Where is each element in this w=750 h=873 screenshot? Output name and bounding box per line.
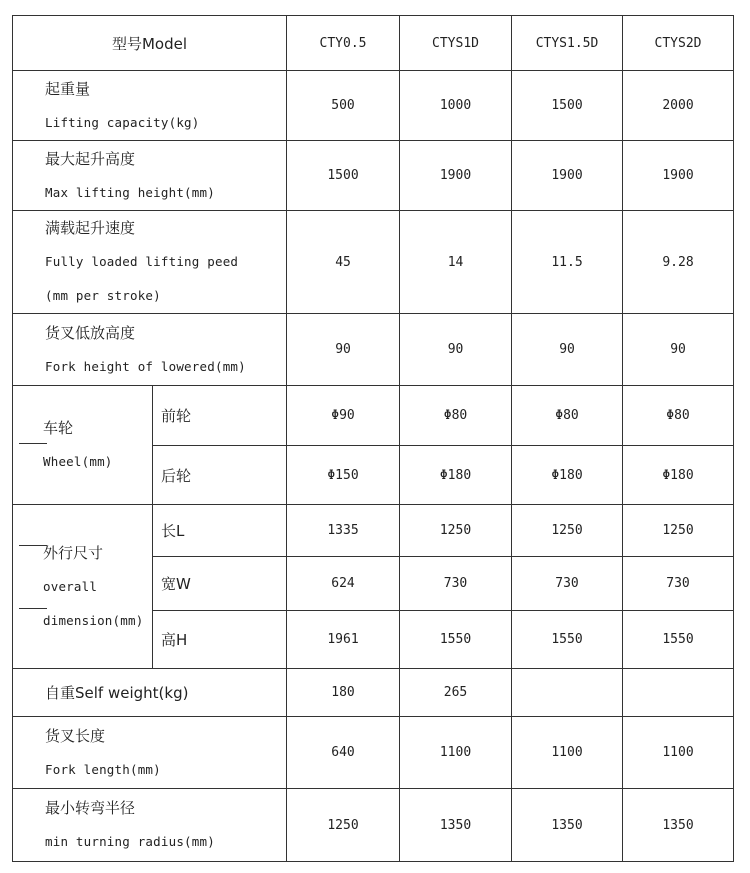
table-row (13, 141, 734, 211)
cell-value: 1500 (512, 71, 623, 141)
cell-value: Φ180 (623, 446, 734, 505)
model-header-cell (13, 16, 287, 71)
cell-value: 11.5 (512, 211, 623, 314)
cell-value: 1350 (512, 789, 623, 862)
table-row (13, 314, 734, 386)
cell-value: 1000 (400, 71, 512, 141)
cell-value: 1961 (287, 611, 400, 669)
cell-value: 500 (287, 71, 400, 141)
group-marker-line (19, 608, 47, 609)
cell-value: 640 (287, 717, 400, 789)
cell-value: 1500 (287, 141, 400, 211)
sub-label-length: 长L (153, 505, 287, 557)
cell-value: 90 (623, 314, 734, 386)
row-label-lifting-speed (13, 211, 287, 314)
cell-value: 2000 (623, 71, 734, 141)
row-label-zh: 起重量 (45, 79, 91, 98)
table-row (13, 717, 734, 789)
sub-label-width: 宽W (153, 557, 287, 611)
row-label-en: min turning radius(mm) (45, 834, 215, 849)
table-row (13, 211, 734, 314)
model-name: CTYS1.5D (512, 16, 623, 71)
table-row (13, 71, 734, 141)
cell-value: 180 (287, 669, 400, 717)
row-label-zh: 最大起升高度 (45, 149, 136, 168)
cell-value: 730 (400, 557, 512, 611)
row-label-fork-height-lowered (13, 314, 287, 386)
row-label-max-lifting-height (13, 141, 287, 211)
row-label-turning-radius (13, 789, 287, 862)
cell-value: 1900 (400, 141, 512, 211)
row-label-en: Lifting capacity(kg) (45, 114, 200, 130)
cell-value: 9.28 (623, 211, 734, 314)
row-label-zh: 外行尺寸 (43, 543, 104, 562)
cell-value: 1550 (623, 611, 734, 669)
header-row (13, 16, 734, 71)
cell-value: 1335 (287, 505, 400, 557)
table-row (13, 789, 734, 862)
model-name: CTYS1D (400, 16, 512, 71)
row-label-overall-dimension (13, 505, 153, 669)
sub-label-height: 高H (153, 611, 287, 669)
row-label-zh: 满载起升速度 (45, 219, 136, 237)
cell-value: Φ150 (287, 446, 400, 505)
cell-value: 90 (287, 314, 400, 386)
row-label-en: overall (43, 578, 98, 594)
table-row (13, 386, 734, 446)
cell-value: 45 (287, 211, 400, 314)
row-label-zh: 车轮 (43, 419, 74, 437)
cell-value: 90 (512, 314, 623, 386)
row-label-zh: 货叉长度 (45, 726, 106, 745)
cell-value: 14 (400, 211, 512, 314)
model-header-label: 型号Model (111, 34, 188, 53)
cell-value: 265 (400, 669, 512, 717)
model-name: CTYS2D (623, 16, 734, 71)
model-name: CTY0.5 (287, 16, 400, 71)
cell-value: 1100 (623, 717, 734, 789)
cell-value: 1550 (512, 611, 623, 669)
cell-value: Φ180 (512, 446, 623, 505)
sub-label-rear-wheel: 后轮 (153, 446, 287, 505)
row-label-self-weight (13, 669, 287, 717)
table-row (13, 505, 734, 557)
cell-value: 1100 (512, 717, 623, 789)
cell-value: Φ90 (287, 386, 400, 446)
cell-value: 1550 (400, 611, 512, 669)
row-label-wheel (13, 386, 153, 505)
row-label-zh: 最小转弯半径 (45, 799, 136, 817)
cell-value: Φ80 (400, 386, 512, 446)
row-label-en: Wheel(mm) (43, 454, 113, 469)
cell-value: 1900 (512, 141, 623, 211)
row-label-fork-length (13, 717, 287, 789)
cell-value: Φ180 (400, 446, 512, 505)
table-row (13, 669, 734, 717)
cell-value: 624 (287, 557, 400, 611)
cell-value: Φ80 (623, 386, 734, 446)
cell-value (623, 669, 734, 717)
cell-value: 1250 (400, 505, 512, 557)
group-marker-line (19, 545, 47, 546)
sub-label-front-wheel: 前轮 (153, 386, 287, 446)
row-label-en-unit: dimension(mm) (43, 612, 144, 628)
cell-value: 1250 (512, 505, 623, 557)
cell-value: 1100 (400, 717, 512, 789)
row-label-en: Fork length(mm) (45, 761, 161, 777)
cell-value: 730 (512, 557, 623, 611)
cell-value: 1900 (623, 141, 734, 211)
cell-value: 730 (623, 557, 734, 611)
row-label-zh: 货叉低放高度 (45, 323, 136, 342)
row-label-en: Fully loaded lifting peed (45, 254, 239, 269)
cell-value: 90 (400, 314, 512, 386)
row-label-en: Max lifting height(mm) (45, 184, 215, 200)
cell-value (512, 669, 623, 717)
cell-value: 1250 (287, 789, 400, 862)
row-label-en: Fork height of lowered(mm) (45, 358, 246, 374)
cell-value: 1350 (623, 789, 734, 862)
group-marker-line (19, 443, 47, 444)
cell-value: 1250 (623, 505, 734, 557)
row-label-text: 自重Self weight(kg) (45, 684, 189, 702)
row-label-lifting-capacity (13, 71, 287, 141)
cell-value: 1350 (400, 789, 512, 862)
cell-value: Φ80 (512, 386, 623, 446)
spec-table (12, 15, 734, 862)
row-label-en-unit: (mm per stroke) (45, 288, 161, 303)
